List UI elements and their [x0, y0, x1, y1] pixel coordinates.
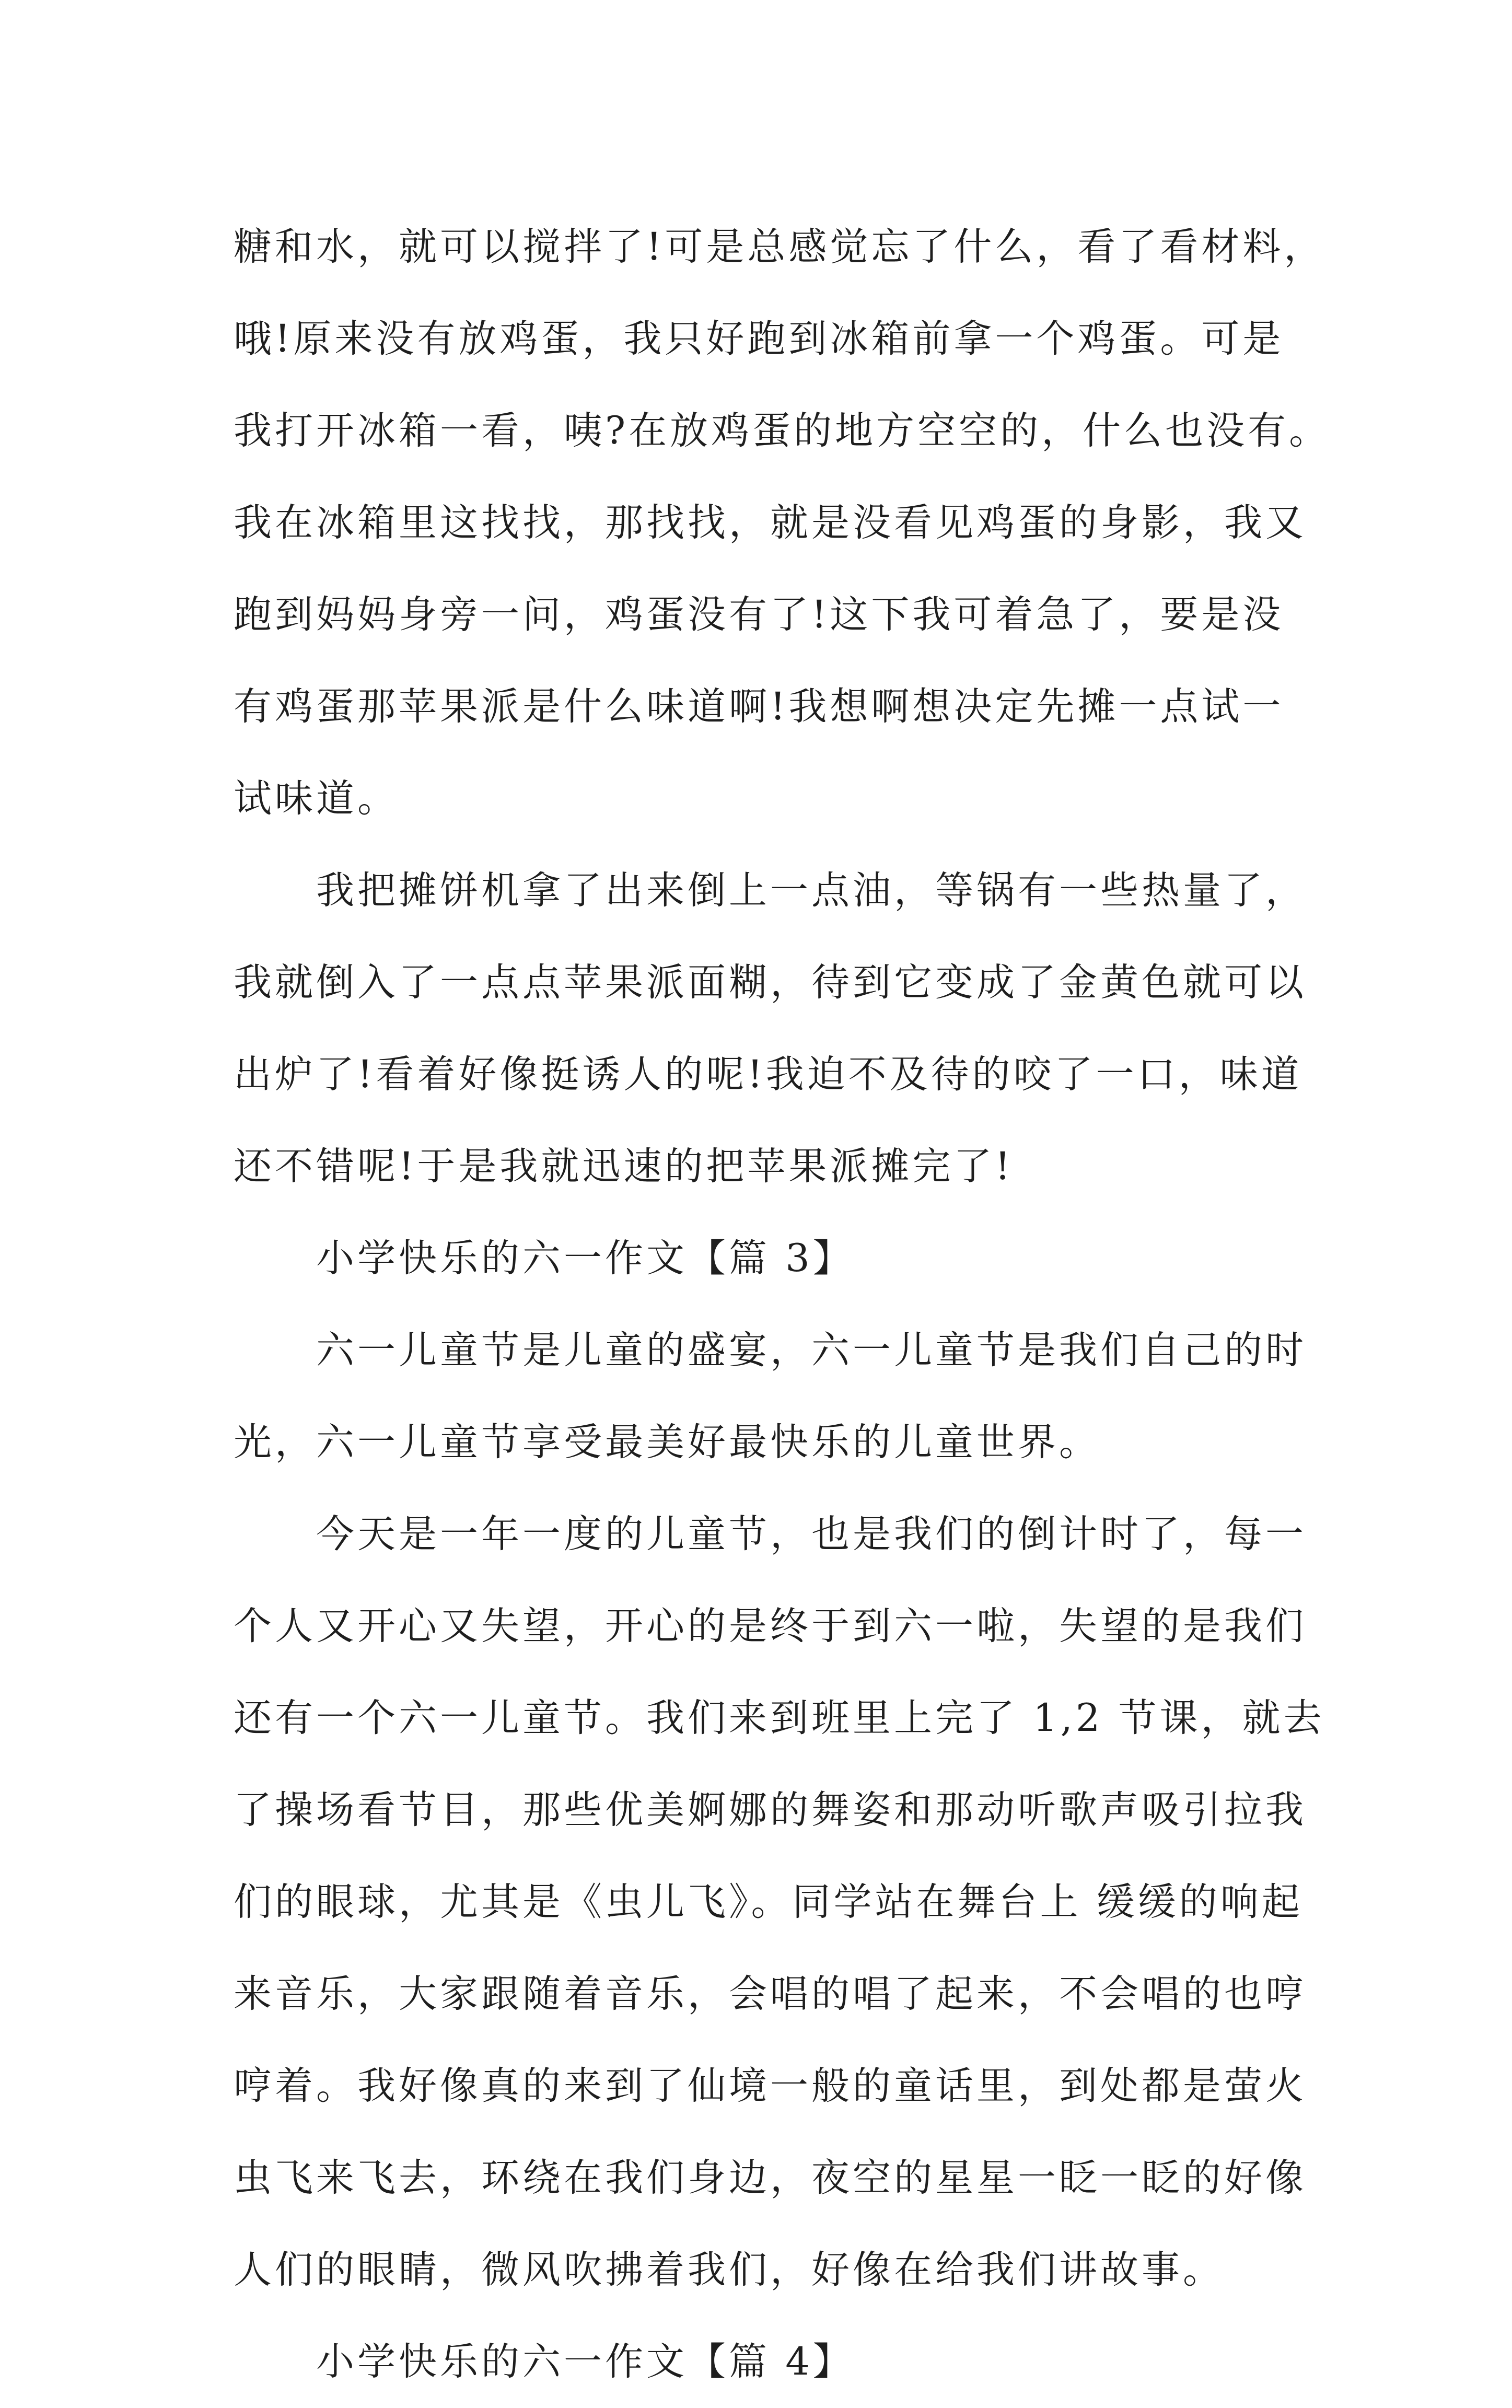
text-line: 哼着。我好像真的来到了仙境一般的童话里，到处都是萤火 [234, 2064, 1307, 2108]
paragraph-first-line: 我把摊饼机拿了出来倒上一点油，等锅有一些热量了， [316, 868, 1307, 913]
text-line: 们的眼球，尤其是《虫儿飞》。同学站在舞台上 缓缓的响起 [234, 1880, 1303, 1924]
text-line: 人们的眼睛，微风吹拂着我们，好像在给我们讲故事。 [234, 2248, 1224, 2292]
text-line: 跑到妈妈身旁一问，鸡蛋没有了!这下我可着急了，要是没 [234, 592, 1284, 637]
text-line: 我就倒入了一点点苹果派面糊，待到它变成了金黄色就可以 [234, 960, 1307, 1005]
text-line: 个人又开心又失望，开心的是终于到六一啦，失望的是我们 [234, 1604, 1307, 1648]
text-line: 了操场看节目，那些优美婀娜的舞姿和那动听歌声吸引拉我 [234, 1788, 1307, 1832]
section-heading-4: 小学快乐的六一作文【篇 4】 [316, 2340, 854, 2384]
text-line: 我在冰箱里这找找，那找找，就是没看见鸡蛋的身影，我又 [234, 501, 1307, 545]
text-line: 来音乐，大家跟随着音乐，会唱的唱了起来，不会唱的也哼 [234, 1972, 1307, 2016]
text-line: 虫飞来飞去，环绕在我们身边，夜空的星星一眨一眨的好像 [234, 2156, 1307, 2200]
section-heading-3: 小学快乐的六一作文【篇 3】 [316, 1236, 854, 1281]
text-line: 我打开冰箱一看，咦?在放鸡蛋的地方空空的，什么也没有。 [234, 409, 1331, 453]
paragraph-first-line: 六一儿童节是儿童的盛宴，六一儿童节是我们自己的时 [316, 1328, 1307, 1372]
text-line: 出炉了!看着好像挺诱人的呢!我迫不及待的咬了一口，味道 [234, 1052, 1302, 1097]
text-line: 有鸡蛋那苹果派是什么味道啊!我想啊想决定先摊一点试一 [234, 684, 1284, 729]
text-line: 糖和水，就可以搅拌了!可是总感觉忘了什么，看了看材料， [234, 225, 1325, 269]
text-line: 光，六一儿童节享受最美好最快乐的儿童世界。 [234, 1420, 1100, 1464]
document-body [234, 201, 1331, 2408]
text-line: 还有一个六一儿童节。我们来到班里上完了 1,2 节课，就去 [234, 1696, 1325, 1740]
text-line: 哦!原来没有放鸡蛋，我只好跑到冰箱前拿一个鸡蛋。可是 [234, 317, 1284, 361]
text-line: 还不错呢!于是我就迅速的把苹果派摊完了! [234, 1144, 1014, 1189]
paragraph-first-line: 今天是一年一度的儿童节，也是我们的倒计时了，每一 [316, 1512, 1307, 1556]
text-line: 试味道。 [234, 776, 399, 821]
